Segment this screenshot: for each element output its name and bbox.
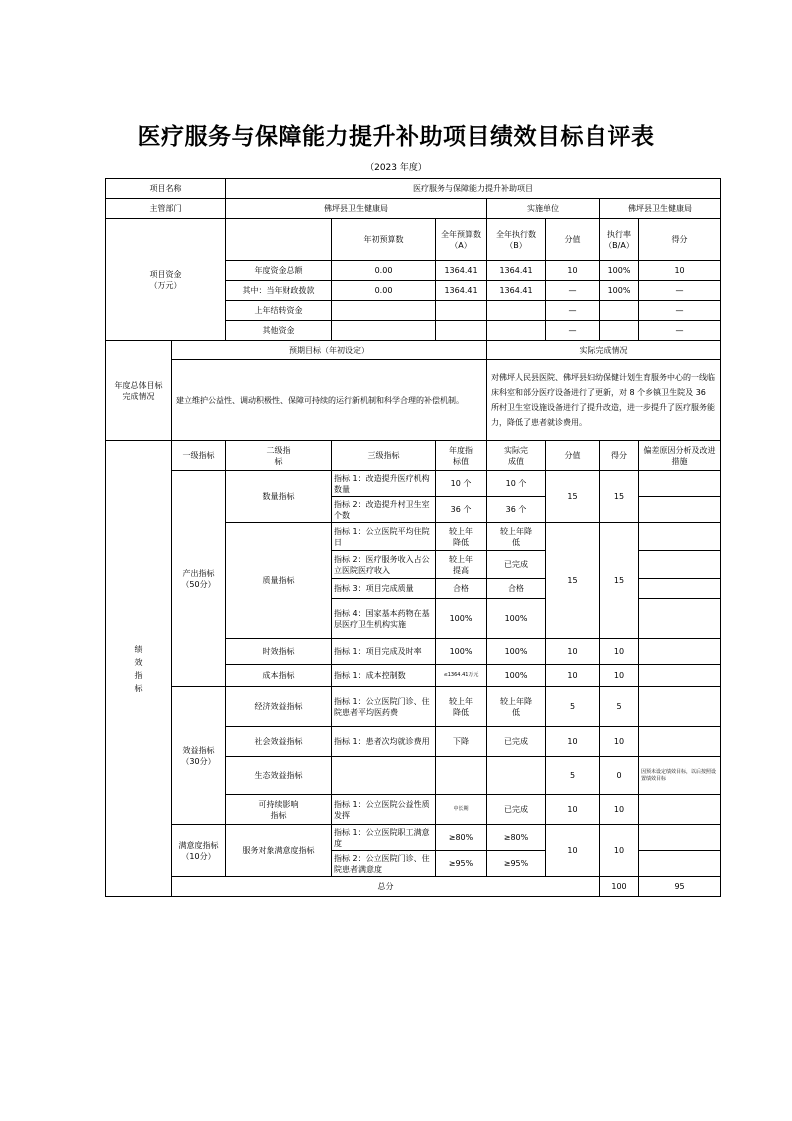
funds-header: 得分 <box>639 219 721 261</box>
project-name: 医疗服务与保障能力提升补助项目 <box>226 179 721 199</box>
perf-header: 年度指标值 <box>436 441 487 471</box>
funds-cell: 1364.41 <box>487 281 546 301</box>
target-value: ≥95% <box>436 851 487 877</box>
score: 10 <box>546 665 600 687</box>
l3-indicator: 指标 1：项目完成及时率 <box>332 639 436 665</box>
actual-value: 100% <box>487 599 546 639</box>
l1-benefit: 效益指标 （30分） <box>172 687 226 825</box>
target-value: 较上年提高 <box>436 551 487 579</box>
l2-social: 社会效益指标 <box>226 727 332 757</box>
funds-cell: 0.00 <box>332 261 436 281</box>
l1-output: 产出指标 （50分） <box>172 471 226 687</box>
goals-label: 年度总体目标完成情况 <box>106 341 172 441</box>
funds-cell: — <box>546 281 600 301</box>
funds-cell: — <box>639 321 721 341</box>
dept-label: 主管部门 <box>106 199 226 219</box>
funds-row-name: 其他资金 <box>226 321 332 341</box>
score: 5 <box>546 687 600 727</box>
target-value: 10 个 <box>436 471 487 497</box>
actual-value: 100% <box>487 665 546 687</box>
l3-indicator: 指标 2：改造提升村卫生室个数 <box>332 497 436 523</box>
perf-header: 二级指标 <box>226 441 332 471</box>
actual-value: ≥95% <box>487 851 546 877</box>
funds-header: 执行率（B/A） <box>600 219 639 261</box>
funds-cell: 10 <box>546 261 600 281</box>
target-value: 下降 <box>436 727 487 757</box>
funds-cell <box>332 301 436 321</box>
deviation-reason: 因预未设定绩效目标，以后按照设置绩效目标 <box>639 757 721 795</box>
target-value: 100% <box>436 599 487 639</box>
l3-indicator: 指标 2：公立医院门诊、住院患者满意度 <box>332 851 436 877</box>
total-score: 100 <box>600 877 639 897</box>
page-title: 医疗服务与保障能力提升补助项目绩效目标自评表 <box>137 123 655 150</box>
perf-header: 得分 <box>600 441 639 471</box>
funds-cell: 10 <box>639 261 721 281</box>
funds-cell: 1364.41 <box>436 261 487 281</box>
l1-satisfaction: 满意度指标 （10分） <box>172 825 226 877</box>
l2-ecological: 生态效益指标 <box>226 757 332 795</box>
perf-header: 分值 <box>546 441 600 471</box>
target-value: 100% <box>436 639 487 665</box>
target-value: 较上年降低 <box>436 687 487 727</box>
got-score: 5 <box>600 687 639 727</box>
l3-indicator: 指标 1：患者次均就诊费用 <box>332 727 436 757</box>
actual-value: 较上年降低 <box>487 687 546 727</box>
funds-header: 分值 <box>546 219 600 261</box>
funds-row-name: 其中：当年财政拨款 <box>226 281 332 301</box>
funds-label: 项目资金 （万元） <box>106 219 226 341</box>
funds-cell: 100% <box>600 281 639 301</box>
l3-indicator: 指标 3：项目完成质量 <box>332 579 436 599</box>
score: 10 <box>546 727 600 757</box>
project-name-label: 项目名称 <box>106 179 226 199</box>
total-got: 95 <box>639 877 721 897</box>
score: 15 <box>546 523 600 639</box>
got-score: 10 <box>600 665 639 687</box>
funds-row-name: 年度资金总额 <box>226 261 332 281</box>
funds-cell <box>487 301 546 321</box>
perf-header: 实际完成值 <box>487 441 546 471</box>
expected-header: 预期目标（年初设定） <box>172 341 487 360</box>
l3-indicator: 指标 2：医疗服务收入占公立医院医疗收入 <box>332 551 436 579</box>
actual-value: 合格 <box>487 579 546 599</box>
l3-indicator: 指标 1：公立医院职工满意度 <box>332 825 436 851</box>
funds-cell <box>487 321 546 341</box>
score: 10 <box>546 825 600 877</box>
l2-time: 时效指标 <box>226 639 332 665</box>
funds-cell: 100% <box>600 261 639 281</box>
impl-value: 佛坪县卫生健康局 <box>600 199 721 219</box>
perf-header: 一级指标 <box>172 441 226 471</box>
actual-header: 实际完成情况 <box>487 341 721 360</box>
dept-value: 佛坪县卫生健康局 <box>226 199 487 219</box>
actual-value: ≥80% <box>487 825 546 851</box>
l2-cost: 成本指标 <box>226 665 332 687</box>
impl-label: 实施单位 <box>487 199 600 219</box>
actual-value: 10 个 <box>487 471 546 497</box>
funds-cell <box>600 321 639 341</box>
expected-goal: 建立维护公益性、调动积极性、保障可持续的运行新机制和科学合理的补偿机制。 <box>172 360 487 441</box>
l2-economic: 经济效益指标 <box>226 687 332 727</box>
perf-label: 绩效指标 <box>106 441 172 897</box>
funds-cell: — <box>546 321 600 341</box>
target-value: 较上年降低 <box>436 523 487 551</box>
l2-quality: 质量指标 <box>226 523 332 639</box>
l3-indicator: 指标 4：国家基本药物在基层医疗卫生机构实施 <box>332 599 436 639</box>
funds-header: 年初预算数 <box>332 219 436 261</box>
perf-header: 偏差原因分析及改进措施 <box>639 441 721 471</box>
funds-cell: 1364.41 <box>436 281 487 301</box>
l3-indicator: 指标 1：成本控制数 <box>332 665 436 687</box>
score: 15 <box>546 471 600 523</box>
actual-completion: 对佛坪人民县医院、佛坪县妇幼保健计划生育服务中心的一线临床科室和部分医疗设备进行了更新，对 8 个乡镇卫生院及 36 所村卫生室设施设备进行了提升改造，进一步提升了医疗服务能力，降低了患者就诊费用。 <box>487 360 721 441</box>
got-score: 10 <box>600 727 639 757</box>
got-score: 10 <box>600 825 639 877</box>
funds-cell: — <box>639 301 721 321</box>
target-value: 中长期 <box>436 795 487 825</box>
actual-value: 较上年降低 <box>487 523 546 551</box>
funds-cell: 0.00 <box>332 281 436 301</box>
target-value: ≤1364.41万元 <box>436 665 487 687</box>
actual-value: 已完成 <box>487 795 546 825</box>
funds-header: 全年预算数（A） <box>436 219 487 261</box>
l2-quantity: 数量指标 <box>226 471 332 523</box>
target-value: ≥80% <box>436 825 487 851</box>
funds-cell: 1364.41 <box>487 261 546 281</box>
target-value: 合格 <box>436 579 487 599</box>
l3-indicator: 指标 1：公立医院门诊、住院患者平均医药费 <box>332 687 436 727</box>
got-score: 15 <box>600 523 639 639</box>
evaluation-table <box>105 178 721 897</box>
l2-service: 服务对象满意度指标 <box>226 825 332 877</box>
l3-indicator <box>332 757 436 795</box>
actual-value: 36 个 <box>487 497 546 523</box>
funds-cell: — <box>639 281 721 301</box>
got-score: 10 <box>600 639 639 665</box>
score: 10 <box>546 795 600 825</box>
funds-cell <box>600 301 639 321</box>
got-score: 15 <box>600 471 639 523</box>
target-value: 36 个 <box>436 497 487 523</box>
l3-indicator: 指标 1：公立医院平均住院日 <box>332 523 436 551</box>
target-value <box>436 757 487 795</box>
funds-cell <box>332 321 436 341</box>
funds-cell <box>436 321 487 341</box>
actual-value: 100% <box>487 639 546 665</box>
year-label: （2023 年度） <box>365 163 427 173</box>
l3-indicator: 指标 1：改造提升医疗机构数量 <box>332 471 436 497</box>
score: 5 <box>546 757 600 795</box>
funds-row-name: 上年结转资金 <box>226 301 332 321</box>
actual-value: 已完成 <box>487 551 546 579</box>
total-label: 总分 <box>172 877 600 897</box>
funds-cell <box>436 301 487 321</box>
funds-header: 全年执行数（B） <box>487 219 546 261</box>
l2-sustain: 可持续影响指标 <box>226 795 332 825</box>
funds-cell: — <box>546 301 600 321</box>
score: 10 <box>546 639 600 665</box>
perf-header: 三级指标 <box>332 441 436 471</box>
got-score: 10 <box>600 795 639 825</box>
got-score: 0 <box>600 757 639 795</box>
actual-value: 已完成 <box>487 727 546 757</box>
actual-value <box>487 757 546 795</box>
l3-indicator: 指标 1：公立医院公益性质发挥 <box>332 795 436 825</box>
